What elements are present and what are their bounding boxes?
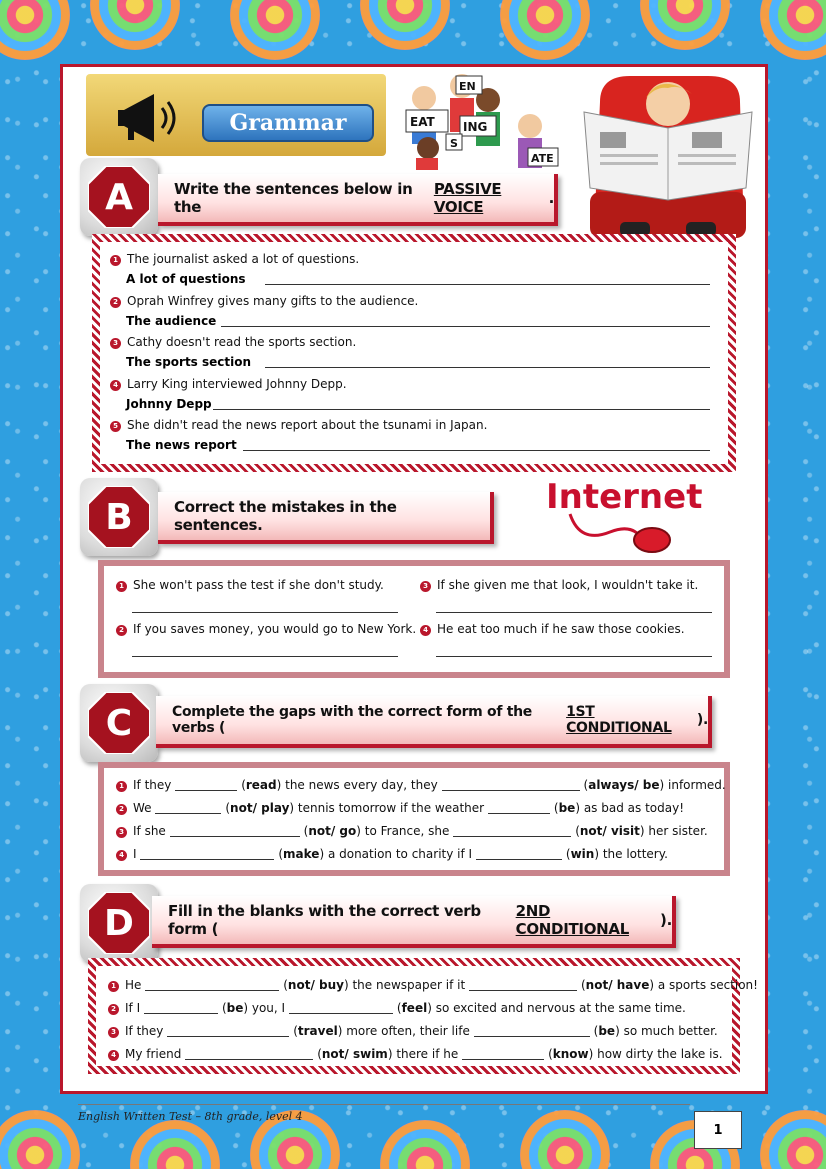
- internet-mouse-illustration: [540, 474, 720, 558]
- word-card-s: S: [450, 137, 458, 150]
- item-number-badge: 2: [116, 625, 127, 636]
- gap-fill-sentence: 2 We (not/ play) tennis tomorrow if the weather (be) as bad as today!: [116, 801, 684, 815]
- item-number-badge: 2: [116, 804, 127, 815]
- gap-blank[interactable]: [462, 1048, 544, 1060]
- gap-blank[interactable]: [185, 1048, 313, 1060]
- section-a-instruction: Write the sentences below in the PASSIVE VOICE .: [158, 174, 558, 226]
- item-number-badge: 1: [116, 781, 127, 792]
- answer-line[interactable]: [265, 367, 710, 368]
- gap-blank[interactable]: [155, 802, 221, 814]
- item-number-badge: 2: [108, 1004, 119, 1015]
- item-number-badge: 1: [110, 255, 121, 266]
- passive-sentence: 3 Cathy doesn't read the sports section.: [110, 335, 356, 349]
- mistake-sentence: 4 He eat too much if he saw those cookies.: [420, 622, 685, 636]
- gap-blank[interactable]: [167, 1025, 289, 1037]
- answer-line[interactable]: [213, 409, 710, 410]
- newspaper-reader-illustration: [580, 72, 756, 244]
- gap-fill-sentence: 4 My friend (not/ swim) there if he (know) how dirty the lake is.: [108, 1047, 723, 1061]
- gap-blank[interactable]: [476, 848, 562, 860]
- gap-blank[interactable]: [474, 1025, 590, 1037]
- answer-line[interactable]: [243, 450, 710, 451]
- item-number-badge: 4: [116, 850, 127, 861]
- answer-line[interactable]: [221, 326, 710, 327]
- grammar-title: Grammar: [202, 104, 374, 142]
- item-number-badge: 1: [108, 981, 119, 992]
- item-number-badge: 3: [420, 581, 431, 592]
- item-number-badge: 3: [108, 1027, 119, 1038]
- gap-fill-sentence: 1 He (not/ buy) the newspaper if it (not/ have) a sports section!: [108, 978, 758, 992]
- item-number-badge: 3: [116, 827, 127, 838]
- gap-fill-sentence: 2 If I (be) you, I (feel) so excited and nervous at the same time.: [108, 1001, 686, 1015]
- word-card-ate: ATE: [531, 152, 554, 165]
- answer-start: The audience: [126, 313, 217, 328]
- correction-line[interactable]: [132, 612, 398, 613]
- answer-start: Johnny Depp: [126, 396, 212, 411]
- kids-with-word-cards-illustration: [404, 70, 564, 170]
- gap-fill-sentence: 4 I (make) a donation to charity if I (win) the lottery.: [116, 847, 668, 861]
- top-decoration: [0, 0, 826, 70]
- correction-line[interactable]: [436, 612, 712, 613]
- item-number-badge: 4: [420, 625, 431, 636]
- mistake-sentence: 1 She won't pass the test if she don't study.: [116, 578, 384, 592]
- gap-blank[interactable]: [469, 979, 577, 991]
- gap-blank[interactable]: [488, 802, 550, 814]
- gap-blank[interactable]: [453, 825, 571, 837]
- item-number-badge: 2: [110, 297, 121, 308]
- item-number-badge: 4: [108, 1050, 119, 1061]
- footer-divider: [78, 1104, 690, 1105]
- footer-caption: English Written Test – 8th grade, level 4: [78, 1110, 303, 1123]
- section-c-instruction: Complete the gaps with the correct form of the verbs ( 1ST CONDITIONAL ).: [156, 696, 712, 748]
- gap-blank[interactable]: [442, 779, 580, 791]
- section-b-instruction: Correct the mistakes in the sentences.: [158, 492, 494, 544]
- megaphone-icon: [114, 88, 184, 148]
- answer-start: A lot of questions: [126, 272, 246, 286]
- item-number-badge: 5: [110, 421, 121, 432]
- section-a-box: [92, 234, 736, 472]
- answer-line[interactable]: [265, 284, 710, 285]
- word-card-en: EN: [459, 80, 476, 93]
- gap-blank[interactable]: [140, 848, 274, 860]
- gap-fill-sentence: 1 If they (read) the news every day, they (always/ be) informed.: [116, 778, 726, 792]
- answer-start: The sports section: [126, 355, 252, 369]
- page-number: 1: [694, 1111, 742, 1149]
- item-number-badge: 1: [116, 581, 127, 592]
- correction-line[interactable]: [132, 656, 398, 657]
- item-number-badge: 4: [110, 380, 121, 391]
- item-number-badge: 3: [110, 338, 121, 349]
- gap-blank[interactable]: [145, 979, 279, 991]
- passive-sentence: 4 Larry King interviewed Johnny Depp.: [110, 377, 347, 391]
- section-d-instruction: Fill in the blanks with the correct verb form ( 2ND CONDITIONAL ).: [152, 896, 676, 948]
- gap-blank[interactable]: [289, 1002, 393, 1014]
- gap-blank[interactable]: [175, 779, 237, 791]
- gap-blank[interactable]: [170, 825, 300, 837]
- section-b-badge: B: [80, 478, 158, 556]
- mistake-sentence: 2 If you saves money, you would go to New York.: [116, 622, 416, 636]
- internet-logo: Internet: [546, 477, 703, 517]
- mistake-sentence: 3 If she given me that look, I wouldn't take it.: [420, 578, 698, 592]
- section-c-badge: C: [80, 684, 158, 762]
- section-d-badge: D: [80, 884, 158, 962]
- gap-blank[interactable]: [144, 1002, 218, 1014]
- answer-start: The news report: [126, 438, 237, 452]
- gap-fill-sentence: 3 If they (travel) more often, their life (be) so much better.: [108, 1024, 718, 1038]
- passive-sentence: 2 Oprah Winfrey gives many gifts to the audience.: [110, 294, 418, 308]
- word-card-ing: ING: [463, 120, 488, 134]
- gap-fill-sentence: 3 If she (not/ go) to France, she (not/ visit) her sister.: [116, 824, 708, 838]
- passive-sentence: 5 She didn't read the news report about the tsunami in Japan.: [110, 418, 487, 432]
- correction-line[interactable]: [436, 656, 712, 657]
- section-a-badge: A: [80, 158, 158, 236]
- word-card-eat: EAT: [410, 115, 435, 129]
- passive-sentence: 1 The journalist asked a lot of questions.: [110, 252, 359, 266]
